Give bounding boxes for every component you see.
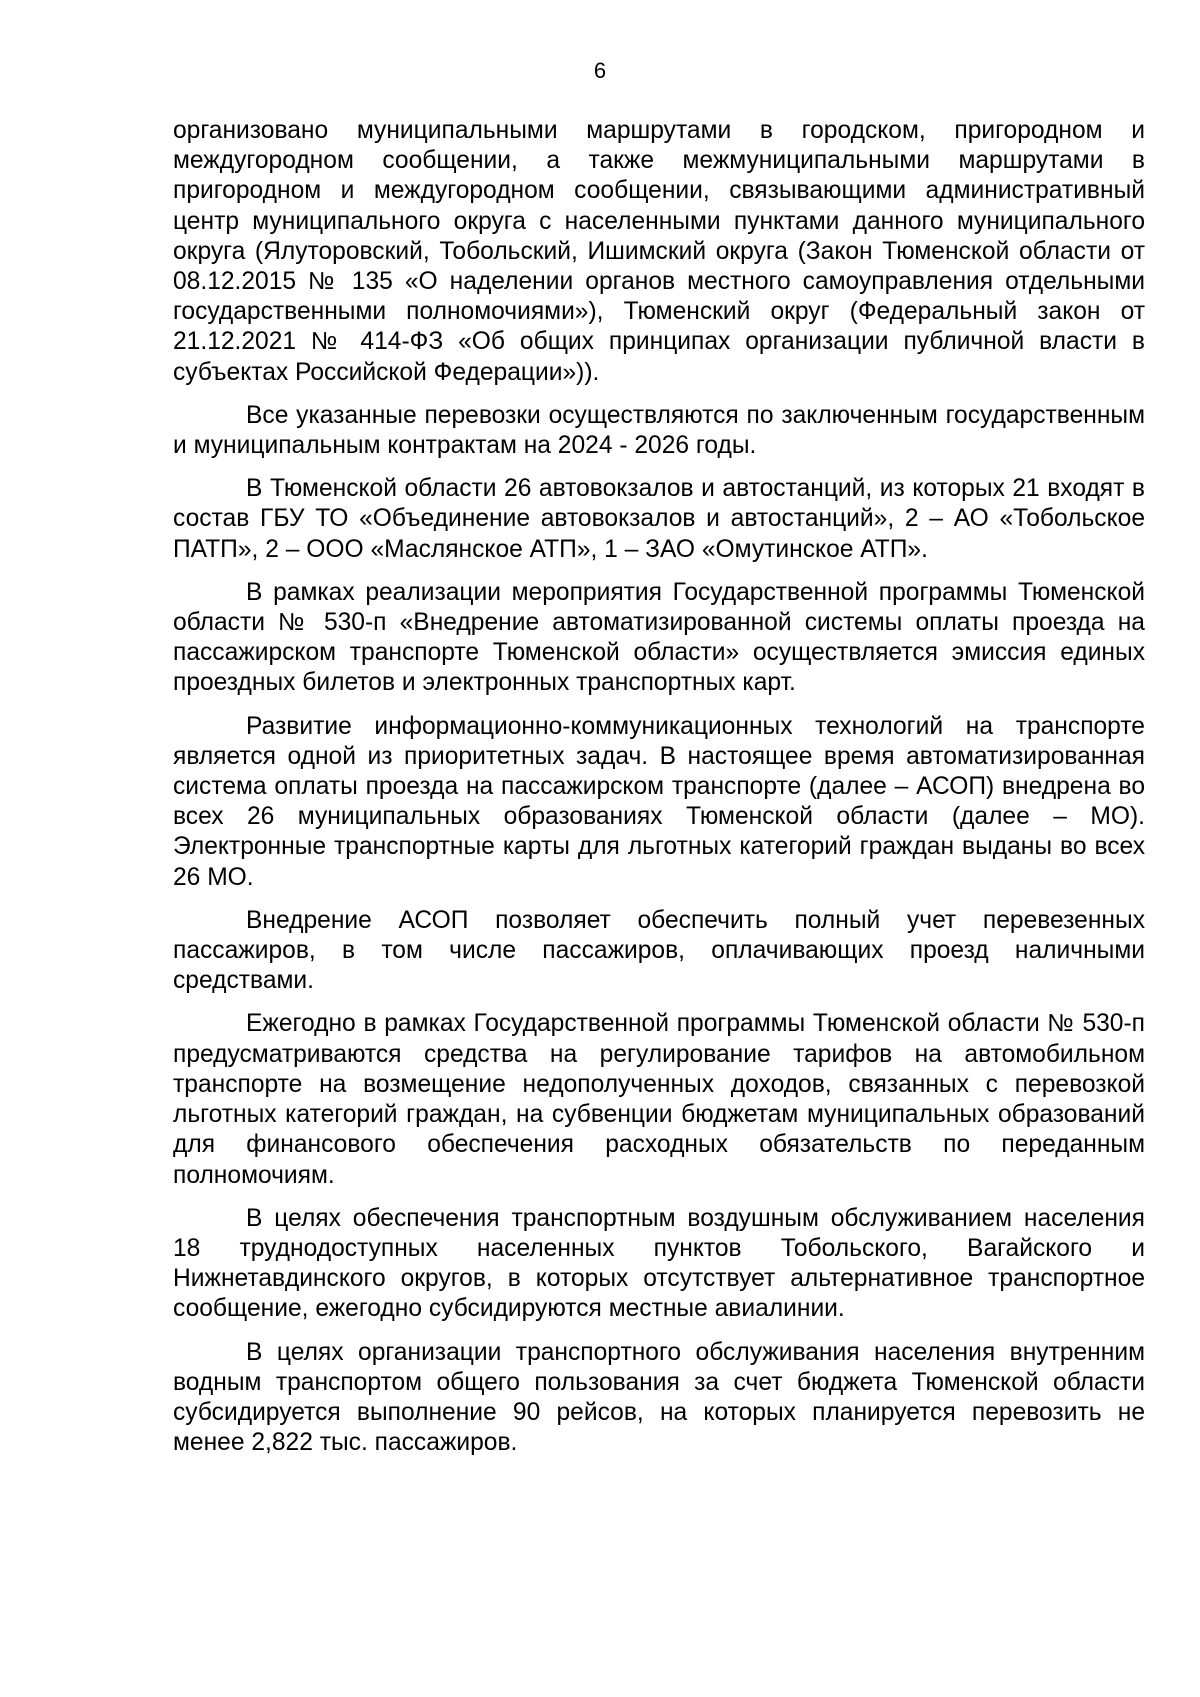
paragraph-bus-stations: В Тюменской области 26 автовокзалов и автостанций, из которых 21 входят в состав ГБУ ТО «Объединение автовокзалов и автостанций», 2 – АО «Тобольское ПАТП», 2 – ООО «Маслянское АТП», 1 – ЗАО «Омутинское АТП».: [173, 475, 1145, 563]
paragraph-contracts: Все указанные перевозки осуществляются по заключенным государственным и муниципальным контрактам на 2024 - 2026 годы.: [173, 401, 1145, 460]
paragraph-asop-development: Развитие информационно-коммуникационных технологий на транспорте является одной из приоритетных задач. В настоящее время автоматизированная система оплаты проезда на пассажирском транспорте (далее – АСОП) внедрена во всех 26 муниципальных образованиях Тюменской области (далее – МО). Электронные транспортные карты для льготных категорий граждан выданы во всех 26 МО.: [173, 712, 1145, 891]
paragraph-transport-cards: В рамках реализации мероприятия Государственной программы Тюменской области № 530-п «Внедрение автоматизированной системы оплаты проезда на пассажирском транспорте Тюменской области» осуществляется эмиссия единых проездных билетов и электронных транспортных карт.: [173, 578, 1145, 697]
paragraph-tariff-regulation: Ежегодно в рамках Государственной программы Тюменской области № 530-п предусматриваются средства на регулирование тарифов на автомобильном транспорте на возмещение недополученных доходов, связанных с перевозкой льготных категорий граждан, на субвенции бюджетам муниципальных образований для финансового обеспечения расходных обязательств по переданным полномочиям.: [173, 1010, 1145, 1189]
paragraph-air-services: В целях обеспечения транспортным воздушным обслуживанием населения 18 труднодоступных населенных пунктов Тобольского, Вагайского и Нижнетавдинского округов, в которых отсутствует альтернативное транспортное сообщение, ежегодно субсидируются местные авиалинии.: [173, 1204, 1145, 1323]
document-body: [173, 116, 1145, 1471]
paragraph-asop-accounting: Внедрение АСОП позволяет обеспечить полный учет перевезенных пассажиров, в том числе пассажиров, оплачивающих проезд наличными средствами.: [173, 906, 1145, 995]
page-number: 6: [593, 58, 607, 83]
paragraph-continued-municipal-routes: организовано муниципальными маршрутами в городском, пригородном и междугородном сообщении, а также межмуниципальными маршрутами в пригородном и междугородном сообщении, связывающими административный центр муниципального округа с населенными пунктами данного муниципального округа (Ялуторовский, Тобольский, Ишимский округа (Закон Тюменской области от 08.12.2015 № 135 «О наделении органов местного самоуправления отдельными государственными полномочиями»), Тюменский округ (Федеральный закон от 21.12.2021 № 414-ФЗ «Об общих принципах организации публичной власти в субъектах Российской Федерации»)).: [173, 117, 1145, 386]
paragraph-water-transport: В целях организации транспортного обслуживания населения внутренним водным транспортом общего пользования за счет бюджета Тюменской области субсидируется выполнение 90 рейсов, на которых планируется перевозить не менее 2,822 тыс. пассажиров.: [173, 1338, 1145, 1457]
